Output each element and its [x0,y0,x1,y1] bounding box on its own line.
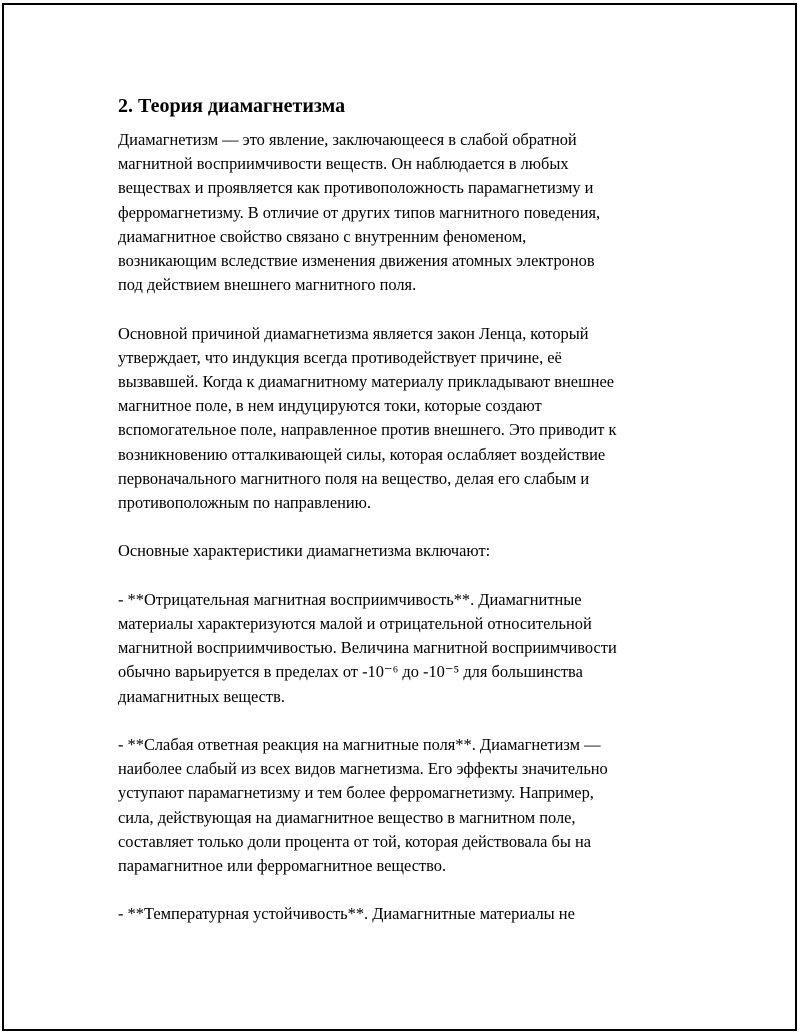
list-item-weak-response [118,733,698,878]
text-line: вызвавшей. Когда к диамагнитному материалу прикладывают внешнее [118,372,615,392]
text-line: - **Температурная устойчивость**. Диамагнитные материалы не [118,904,575,924]
text-line: - **Слабая ответная реакция на магнитные поля**. Диамагнетизм — [118,735,601,755]
text-line: первоначального магнитного поля на вещество, делая его слабым и [118,468,590,488]
text-line: Диамагнетизм — это явление, заключающееся в слабой обратной [118,130,577,149]
text-line: парамагнитное или ферромагнитное вещество. [118,856,447,876]
text-line: сила, действующая на диамагнитное вещество в магнитном поле, [118,807,576,827]
text-line: веществах и проявляется как противоположность парамагнетизму и [118,178,594,198]
text-line: под действием внешнего магнитного поля. [118,275,417,295]
paragraph-characteristics-intro [118,539,698,563]
text-line: магнитное поле, в нем индуцируются токи, которые создают [118,396,542,416]
text-line: возникновению отталкивающей силы, которая ослабляет воздействие [118,444,606,464]
text-line: диамагнитных веществ. [118,686,285,706]
text-line: - **Отрицательная магнитная восприимчивость**. Диамагнитные [118,589,582,609]
list-item-negative-susceptibility [118,588,698,709]
text-line: обычно варьируется в пределах от -10⁻⁶ до -10⁻⁵ для большинства [118,662,583,682]
text-line: наиболее слабый из всех видов магнетизма. Его эффекты значительно [118,759,608,779]
text-line: магнитной восприимчивости веществ. Он наблюдается в любых [118,154,569,174]
section-heading: 2. Теория диамагнетизма [118,95,346,117]
text-line: вспомогательное поле, направленное против внешнего. Это приводит к [118,420,617,440]
text-line: Основные характеристики диамагнетизма включают: [118,541,491,561]
text-line: утверждает, что индукция всегда противодействует причине, её [118,347,562,367]
paragraph-intro [118,128,698,297]
document-content [118,90,698,951]
text-line: противоположным по направлению. [118,493,371,513]
text-line: ферромагнетизму. В отличие от других типов магнитного поведения, [118,202,601,222]
list-item-temperature-stability [118,902,698,926]
text-line: материалы характеризуются малой и отрицательной относительной [118,614,592,634]
paragraph-lenz-law [118,322,698,516]
text-line: магнитной восприимчивостью. Величина магнитной восприимчивости [118,638,617,658]
text-line: составляет только доли процента от той, которая действовала бы на [118,831,591,851]
text-line: возникающим вследствие изменения движения атомных электронов [118,251,595,271]
text-line: Основной причиной диамагнетизма является закон Ленца, который [118,323,589,343]
text-line: уступают парамагнетизму и тем более ферромагнетизму. Например, [118,783,594,803]
text-line: диамагнитное свойство связано с внутренним феноменом, [118,226,527,246]
